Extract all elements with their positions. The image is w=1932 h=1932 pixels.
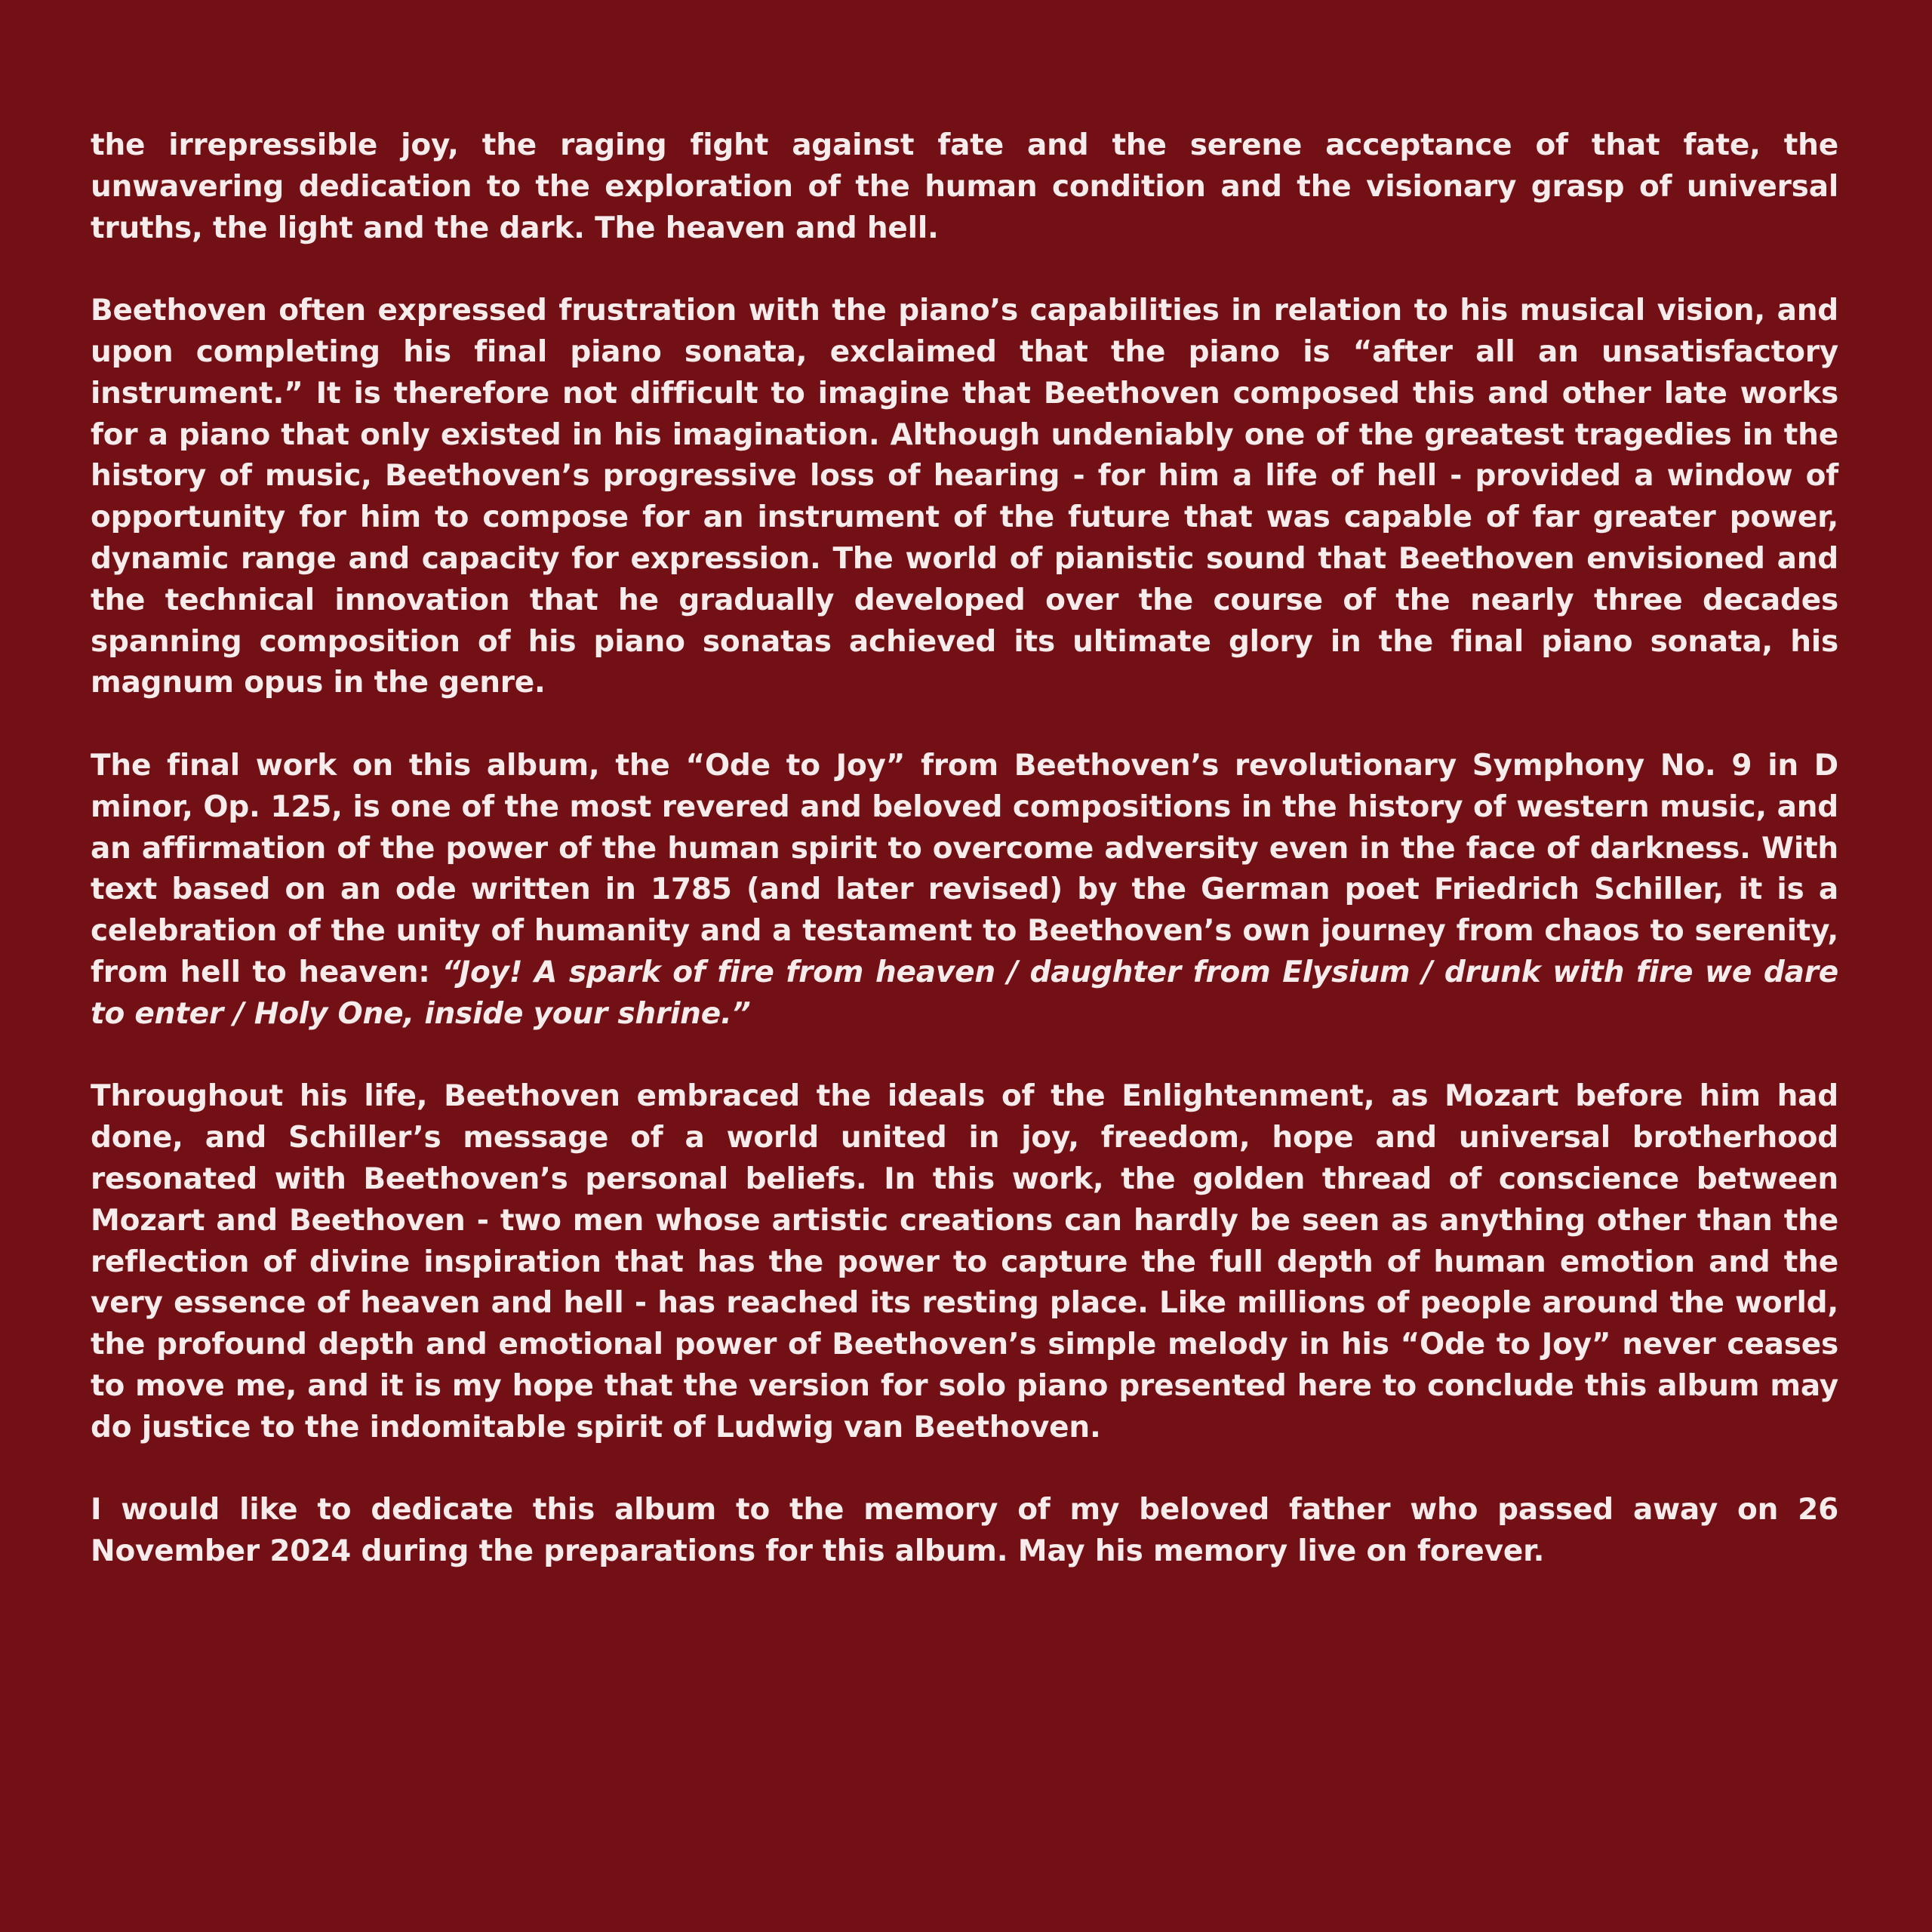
paragraph-dedication: [91, 1490, 1838, 1573]
paragraph-ode-to-joy: [91, 746, 1838, 1035]
paragraph-text: Beethoven often expressed frustration with the piano’s capabilities in relation to his musical vision, and upon completing his final piano sonata, exclaimed that the piano is “after all an unsatisfactory instrument.” It is therefore not difficult to imagine that Beethoven composed this and other late works for a piano that only existed in his imagination. Although undeniably one of the greatest tragedies in the history of music, Beethoven’s progressive loss of hearing - for him a life of hell - provided a window of opportunity for him to compose for an instrument of the future that was capable of far greater power, dynamic range and capacity for expression. The world of pianistic sound that Beethoven envisioned and the technical innovation that he gradually developed over the course of the nearly three decades spanning composition of his piano sonatas achieved its ultimate glory in the final piano sonata, his magnum opus in the genre.: [91, 294, 1838, 700]
paragraph-piano-frustration: [91, 291, 1838, 704]
paragraph-text: the irrepressible joy, the raging fight against fate and the serene acceptance of that fate, the unwavering dedication to the exploration of the human condition and the visionary grasp of universal truths, the light and the dark. The heaven and hell.: [91, 128, 1838, 245]
liner-notes-text: [91, 125, 1838, 1573]
paragraph-text: The final work on this album, the “Ode to Joy” from Beethoven’s revolutionary Symphony No. 9 in D minor, Op. 125, is one of the most revered and beloved compositions in the history of western music, and an affirmation of the power of the human spirit to overcome adversity even in the face of darkness. With text based on an ode written in 1785 (and later revised) by the German poet Friedrich Schiller, it is a celebration of the unity of humanity and a testament to Beethoven’s own journey from chaos to serenity, from hell to heaven:: [91, 748, 1838, 989]
paragraph-joy-and-fate: [91, 125, 1838, 249]
schiller-quote: “Joy! A spark of fire from heaven / daughter from Elysium / drunk with fire we dare to enter / Holy One, inside your shrine.”: [91, 955, 1838, 1031]
paragraph-enlightenment: [91, 1076, 1838, 1448]
paragraph-text: Throughout his life, Beethoven embraced the ideals of the Enlightenment, as Mozart before him had done, and Schiller’s message of a world united in joy, freedom, hope and universal brotherhood resonated with Beethoven’s personal beliefs. In this work, the golden thread of conscience between Mozart and Beethoven - two men whose artistic creations can hardly be seen as anything other than the reflection of divine inspiration that has the power to capture the full depth of human emotion and the very essence of heaven and hell - has reached its resting place. Like millions of people around the world, the profound depth and emotional power of Beethoven’s simple melody in his “Ode to Joy” never ceases to move me, and it is my hope that the version for solo piano presented here to conclude this album may do justice to the indomitable spirit of Ludwig van Beethoven.: [91, 1079, 1838, 1444]
paragraph-text: I would like to dedicate this album to the memory of my beloved father who passed away on 26 November 2024 during the preparations for this album. May his memory live on forever.: [91, 1493, 1838, 1569]
